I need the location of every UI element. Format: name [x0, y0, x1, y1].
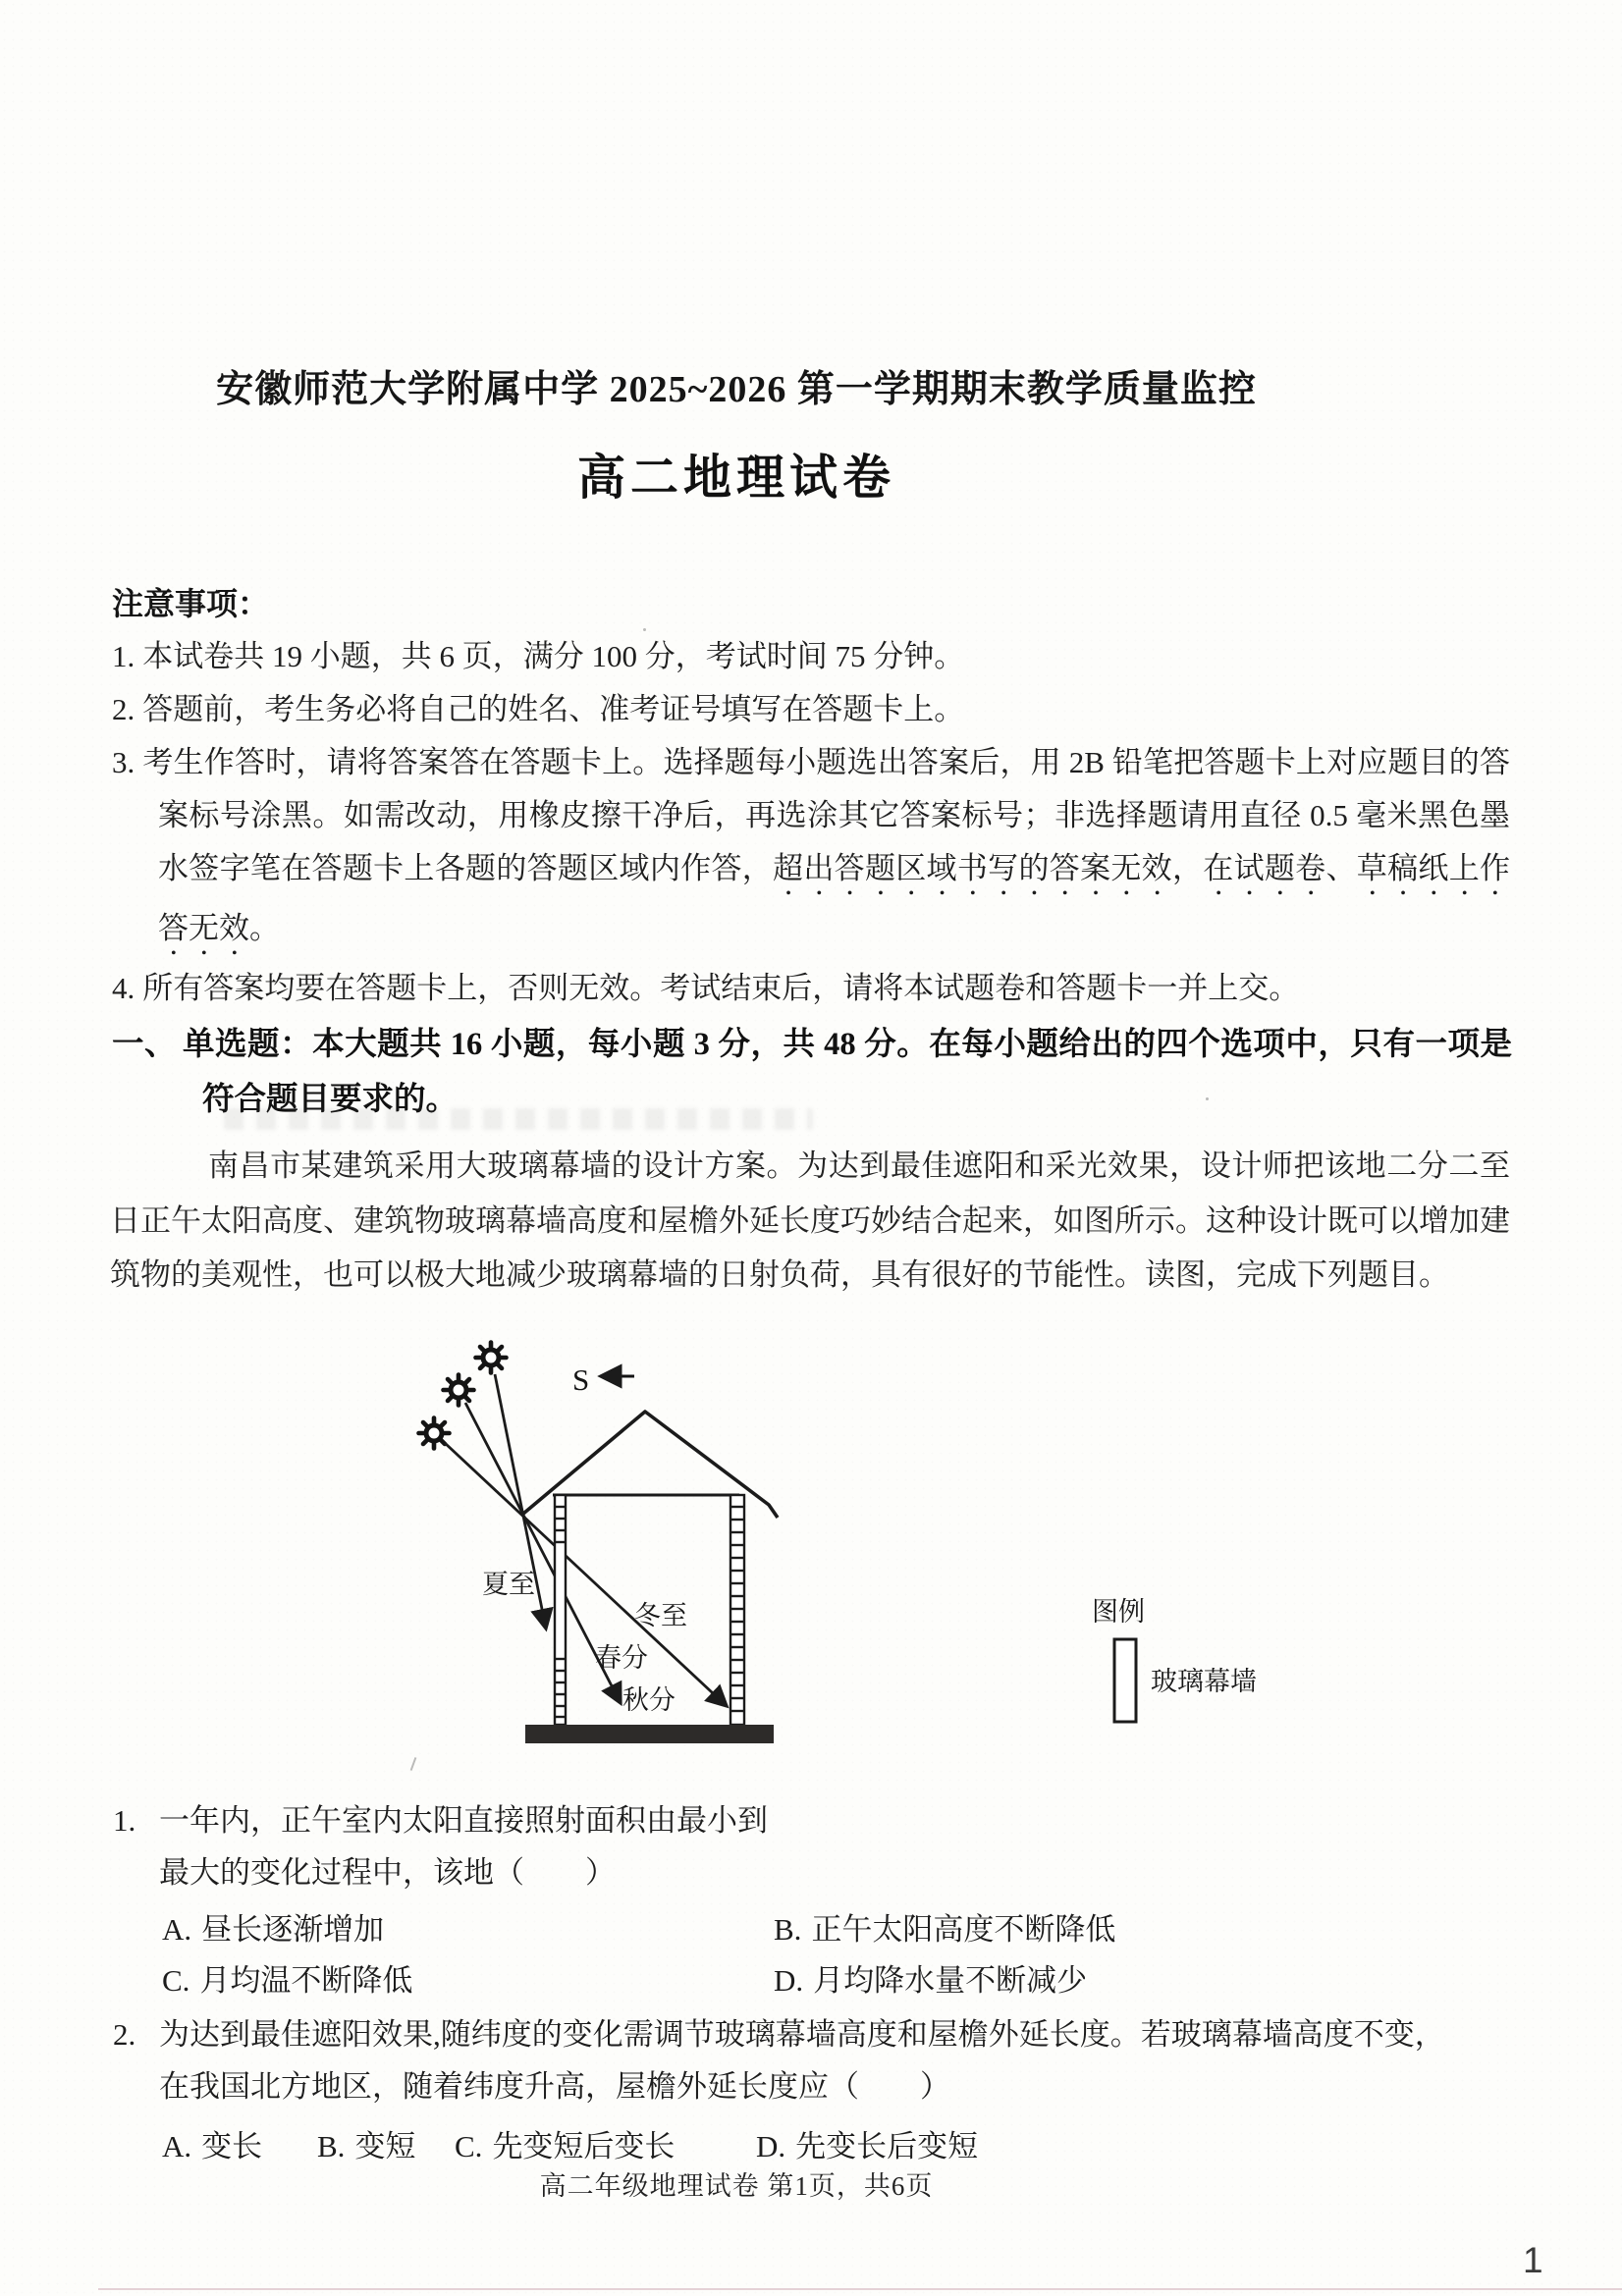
- option-label: B.: [774, 1912, 802, 1947]
- option-label: D.: [774, 1963, 804, 1998]
- notice-item-4: [112, 962, 1510, 1015]
- question-stem-line: 在我国北方地区，随着纬度升高，屋檐外延长度应（ ）: [159, 2069, 950, 2104]
- question-stem-line: 最大的变化过程中，该地（ ）: [159, 1855, 616, 1890]
- solar-angle-figure: [295, 1335, 1473, 1782]
- notice-text-emphasized: 超出答题区域书写的答案无效，在试题卷、草稿纸上作答无效: [158, 851, 1510, 945]
- sun-icon: [444, 1375, 474, 1406]
- notice-number: 1.: [112, 639, 135, 673]
- option-label: D.: [756, 2129, 786, 2163]
- scan-speck: [643, 628, 646, 631]
- scan-bleedthrough-artifact: [224, 1108, 813, 1130]
- notice-item-3: [112, 736, 1510, 962]
- question-2: [113, 2008, 1513, 2171]
- house-south-wall-glass: [555, 1495, 566, 1725]
- figure-legend: [1092, 1597, 1257, 1722]
- option-label: B.: [317, 2129, 346, 2163]
- notice-number: 2.: [112, 692, 135, 726]
- option-text: 正午太阳高度不断降低: [811, 1912, 1116, 1947]
- section-heading-text: 单选题：本大题共 16 小题，每小题 3 分，共 48 分。在每小题给出的四个选项中，只有一项是符合题目要求的。: [183, 1027, 1512, 1117]
- ray-label-summer: 夏至: [482, 1570, 535, 1599]
- exam-title: 安徽师范大学附属中学 2025~2026 第一学期期末教学质量监控: [216, 369, 1257, 410]
- ray-label-spring: 春分: [595, 1643, 648, 1673]
- question-number: 1.: [113, 1803, 136, 1838]
- option-label: C.: [455, 2129, 483, 2163]
- ray-label-winter: 冬至: [634, 1601, 687, 1630]
- sun-icon: [476, 1343, 507, 1373]
- notice-text: 答题前，考生务必将自己的姓名、准考证号填写在答题卡上。: [142, 692, 965, 726]
- legend-glass-wall-symbol: [1114, 1639, 1136, 1722]
- figure-svg: [295, 1335, 1473, 1782]
- question-number: 2.: [113, 2017, 136, 2052]
- option-label: A.: [162, 2129, 192, 2163]
- legend-label: 玻璃幕墙: [1151, 1667, 1257, 1696]
- notices-heading: 注意事项：: [112, 586, 270, 621]
- option-label: C.: [162, 1963, 190, 1998]
- notices-block: [112, 577, 1510, 1015]
- option-text: 先变短后变长: [492, 2129, 676, 2163]
- scan-corner-page-number: 1: [1523, 2240, 1543, 2280]
- house-floor-slab: [525, 1725, 774, 1743]
- question-stem-text: 为达到最佳遮阳效果,随纬度的变化需调节玻璃幕墙高度和屋檐外延长度。若玻璃幕墙高度不变，: [159, 2017, 1445, 2052]
- question-1: [113, 1794, 1509, 2006]
- exam-subtitle: 高二地理试卷: [576, 451, 895, 505]
- option-text: 月均温不断降低: [199, 1963, 413, 1998]
- direction-label-south: S: [572, 1362, 590, 1397]
- option-b: [774, 1904, 1509, 1955]
- option-d: [774, 1955, 1509, 2006]
- house-north-wall-brick: [730, 1495, 744, 1725]
- option-text: 月均降水量不断减少: [813, 1963, 1088, 1998]
- option-text: 变短: [354, 2129, 416, 2163]
- option-c: [162, 1955, 774, 2006]
- question-stem-line: [113, 2008, 1513, 2060]
- question-stem-text: 一年内，正午室内太阳直接照射面积由最小到: [159, 1803, 768, 1838]
- legend-title: 图例: [1092, 1597, 1145, 1627]
- notice-text-tail: 。: [249, 911, 280, 945]
- option-label: A.: [162, 1912, 192, 1947]
- scan-speck: [1206, 1097, 1209, 1100]
- ray-label-autumn: 秋分: [622, 1685, 676, 1715]
- notice-text: 考生作答时，请将答案答在答题卡上。选择题每小题选出答案后，用 2B 铅笔把答题卡上对应题目的答案标号涂黑。如需改动，用橡皮擦干净后，再选涂其它答案标号；非选择题请用直径 0.5 毫米黑色墨水签字笔在答题卡上各题的答题区域内作答，: [142, 745, 1510, 885]
- notice-number: 3.: [112, 745, 135, 779]
- scanner-edge-line: [98, 2288, 1622, 2290]
- notice-text: 所有答案均要在答题卡上，否则无效。考试结束后，请将本试题卷和答题卡一并上交。: [142, 971, 1300, 1005]
- notice-number: 4.: [112, 971, 135, 1005]
- question-1-options: [113, 1904, 1509, 2006]
- question-passage: 南昌市某建筑采用大玻璃幕墙的设计方案。为达到最佳遮阳和采光效果，设计师把该地二分二至日正午太阳高度、建筑物玻璃幕墙高度和屋檐外延长度巧妙结合起来，如图所示。这种设计既可以增加建筑物的美观性，也可以极大地减少玻璃幕墙的日射负荷，具有很好的节能性。读图，完成下列题目。: [110, 1148, 1510, 1292]
- notice-item-1: [112, 630, 1510, 683]
- page-footer: 高二年级地理试卷 第1页，共6页: [539, 2171, 934, 2201]
- option-text: 变长: [201, 2129, 263, 2163]
- question-stem-line: [113, 1794, 1509, 1846]
- option-a: [162, 1904, 774, 1955]
- notice-item-2: [112, 683, 1510, 736]
- section-number: 一、: [112, 1027, 178, 1062]
- notice-text: 本试卷共 19 小题，共 6 页，满分 100 分，考试时间 75 分钟。: [142, 639, 965, 673]
- option-text: 先变长后变短: [795, 2129, 979, 2163]
- option-text: 昼长逐渐增加: [201, 1912, 385, 1947]
